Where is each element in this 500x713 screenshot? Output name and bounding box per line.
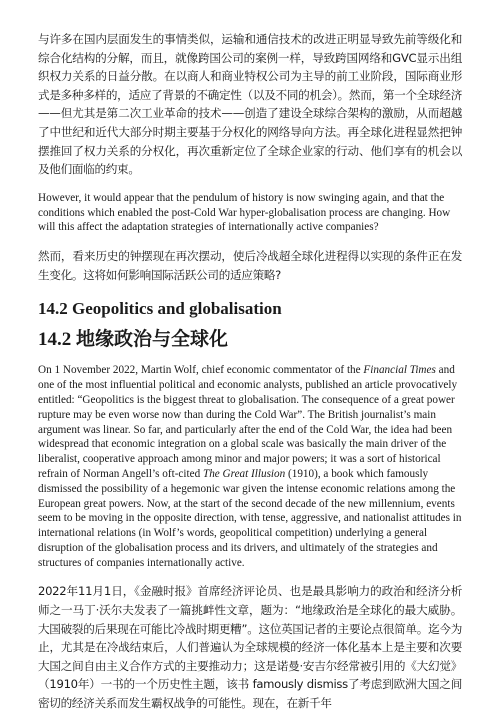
paragraph-en-wolf [38,363,462,570]
wolf-text-2: and one of the most influential political and economic analysts, published an article provocatively entitled: “Geopolitics is the biggest threat to globalisation. The consequence of a great power rupture may be even worse now than during the Cold War”. The British journalist’s main argument was linear. So far, and particularly after the end of the Cold War, the idea had been widespread that economic integration on a global scale was basically the main driver of the liberalist, cooperative approach among minor and major powers; it was a sort of historical refrain of Norman Angell’s oft-cited [38,364,458,480]
great-illusion-title: The Great Illusion [202,467,286,480]
wolf-text-1: On 1 November 2022, Martin Wolf, chief economic commentator of the [38,364,364,377]
wolf-text-3: (1910), a book which famously dismissed the possibility of a hegemonic war given the intense economic relations among the European great powers. Now, at the start of the second decade of the new millennium, events seem to be moving in the opposite direction, with tense, aggressive, and nationalist attitudes in international relations (in Wolf’s words, geopolitical competition) underlying a general disruption of the globalisation process and its drivers, and ultimately of the strategies and structures of companies internationally active. [38,467,462,569]
section-heading-zh [38,326,462,353]
section-title-zh: 地缘政治与全球化 [76,328,229,351]
financial-times-title: Financial Times [363,364,436,377]
paragraph-en-pendulum: However, it would appear that the pendulum of history is now swinging again, and that the conditions which enabled the post-Cold War hyper-globalisation process are changing. How will this affect the adaptation strategies of internationally active companies? [38,191,451,234]
section-number: 14.2 [38,329,76,351]
section-heading-en: 14.2 Geopolitics and globalisation [38,299,282,319]
paragraph-zh-wolf: 2022年11月1日，《金融时报》首席经济评论员、也是最具影响力的政治和经济分析师之一马丁·沃尔夫发表了一篇挑衅性文章，题为：“地缘政治是全球化的最大威胁。大国破裂的后果现在可能比冷战时期更糟”。这位英国记者的主要论点很简单。迄今为止，尤其是在冷战结束后，人们普遍认为全球规模的经济一体化基本上是主要和次要大国之间自由主义合作方式的主要推动力；这是诺曼·安吉尔经常被引用的《大幻觉》（1910年）一书的一个历史性主题，该书 famously dismiss了考虑到欧洲大国之间密切的经济关系而发生霸权战争的可能性。现在，在新千年 [38,584,462,711]
document-page [38,30,462,713]
paragraph-zh-pendulum: 然而，看来历史的钟摆现在再次摆动，使后冷战超全球化进程得以实现的条件正在发生变化。这将如何影响国际活跃公司的适应策略? [38,249,462,282]
paragraph-zh-intro: 与许多在国内层面发生的事情类似，运输和通信技术的改进正明显导致先前等级化和综合化结构的分解，而且，就像跨国公司的案例一样，导致跨国网络和GVC显示出组织权力关系的日益分散。在以商人和商业特权公司为主导的前工业阶段，国际商业形式是多种多样的，适应了背景的不确定性（以及不同的机会）。然而，第一个全球经济——但尤其是第二次工业革命的技术——创造了建设全球综合架构的激励，从而超越了中世纪和近代大部分时期主要基于分权化的网络导向方法。再全球化进程显然把钟摆推回了权力关系的分权化，再次重新定位了全球企业家的行动、他们享有的机会以及他们面临的约束。 [38,32,462,177]
